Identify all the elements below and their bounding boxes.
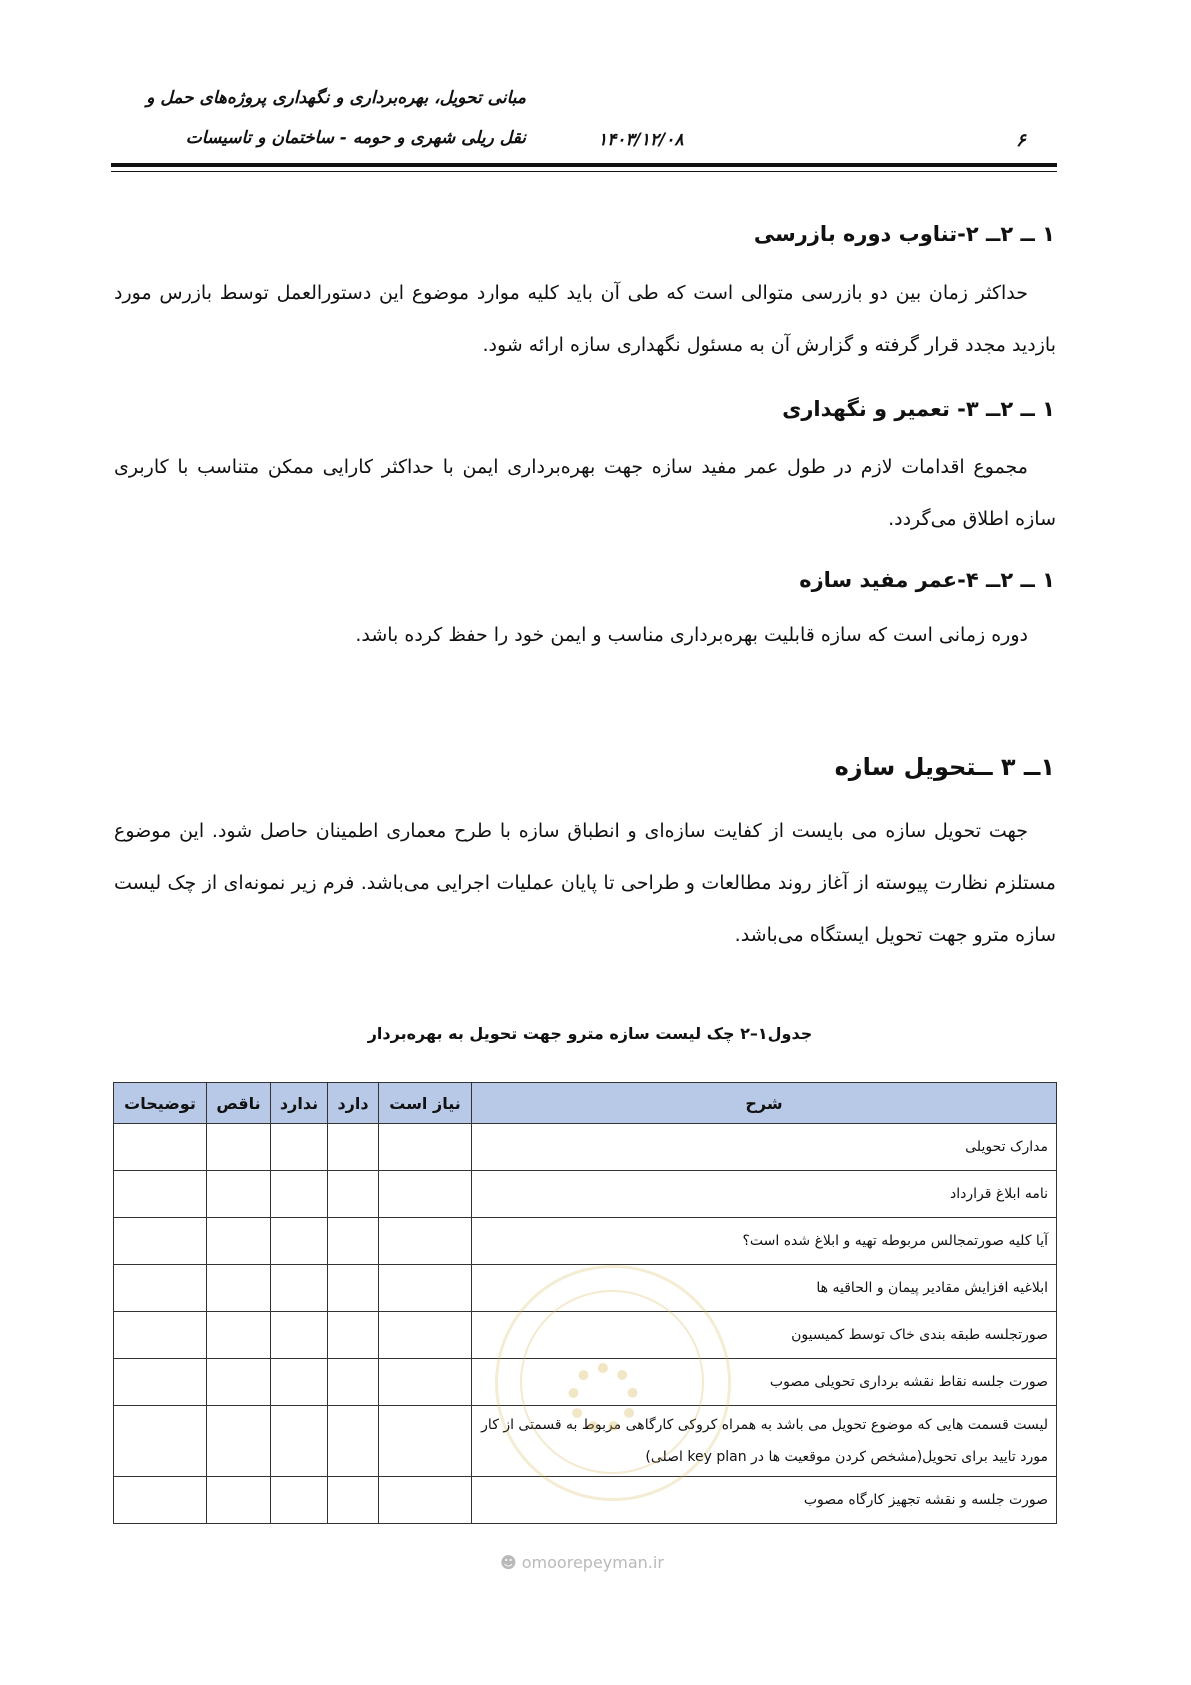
cell-has-not[interactable]	[271, 1312, 328, 1359]
cell-incomplete[interactable]	[207, 1477, 271, 1524]
cell-has[interactable]	[328, 1218, 379, 1265]
cell-has[interactable]	[328, 1171, 379, 1218]
row-description: صورت جلسه نقاط نقشه برداری تحویلی مصوب	[472, 1359, 1057, 1406]
header-has-not: ندارد	[271, 1083, 328, 1124]
header-date: ۱۴۰۳/۱۲/۰۸	[598, 130, 684, 150]
cell-has[interactable]	[328, 1359, 379, 1406]
cell-has-not[interactable]	[271, 1171, 328, 1218]
cell-incomplete[interactable]	[207, 1171, 271, 1218]
cell-required[interactable]	[379, 1124, 472, 1171]
cell-required[interactable]	[379, 1218, 472, 1265]
header-rule-thick	[111, 163, 1057, 167]
header-rule-thin	[111, 171, 1057, 172]
cell-has[interactable]	[328, 1124, 379, 1171]
cell-has-not[interactable]	[271, 1359, 328, 1406]
cell-incomplete[interactable]	[207, 1265, 271, 1312]
table-row	[114, 1171, 1057, 1218]
header-incomplete: ناقص	[207, 1083, 271, 1124]
table-row	[114, 1124, 1057, 1171]
row-description: صورت جلسه و نقشه تجهیز کارگاه مصوب	[472, 1477, 1057, 1524]
watermark-site-text: omoorepeyman.ir	[521, 1553, 664, 1572]
section-heading-structure-delivery: ۱ــ ۳ ــتحویل سازه	[834, 753, 1055, 781]
header-remarks: توضیحات	[114, 1083, 207, 1124]
cell-remarks[interactable]	[114, 1312, 207, 1359]
header-title-line1: مبانی تحویل، بهره‌برداری و نگهداری پروژه‌های حمل و	[146, 88, 526, 108]
cell-incomplete[interactable]	[207, 1312, 271, 1359]
section-body-service-life: دوره زمانی است که سازه قابلیت بهره‌برداری مناسب و ایمن خود را حفظ کرده باشد.	[355, 624, 1028, 646]
cell-has[interactable]	[328, 1312, 379, 1359]
cell-incomplete[interactable]	[207, 1406, 271, 1477]
page-number: ۶	[1016, 130, 1026, 151]
cell-has-not[interactable]	[271, 1124, 328, 1171]
table-header-row	[114, 1083, 1057, 1124]
header-description: شرح	[472, 1083, 1057, 1124]
section-heading-maintenance: ۱ ــ ۲ــ ۳- تعمیر و نگهداری	[782, 397, 1055, 421]
cell-has-not[interactable]	[271, 1265, 328, 1312]
cell-remarks[interactable]	[114, 1265, 207, 1312]
cell-has[interactable]	[328, 1406, 379, 1477]
table-row	[114, 1218, 1057, 1265]
cell-remarks[interactable]	[114, 1171, 207, 1218]
row-description: نامه ابلاغ قرارداد	[472, 1171, 1057, 1218]
cell-required[interactable]	[379, 1265, 472, 1312]
header-required: نیاز است	[379, 1083, 472, 1124]
cell-required[interactable]	[379, 1171, 472, 1218]
cell-has-not[interactable]	[271, 1218, 328, 1265]
cell-required[interactable]	[379, 1359, 472, 1406]
cell-incomplete[interactable]	[207, 1359, 271, 1406]
cell-required[interactable]	[379, 1312, 472, 1359]
header-title-line2: نقل ریلی شهری و حومه - ساختمان و تاسیسات	[185, 128, 526, 148]
watermark-site: ☻ omoorepeyman.ir	[500, 1553, 664, 1572]
cell-required[interactable]	[379, 1406, 472, 1477]
cell-required[interactable]	[379, 1477, 472, 1524]
cell-remarks[interactable]	[114, 1218, 207, 1265]
gear-icon	[568, 1363, 638, 1433]
row-description: مدارک تحویلی	[472, 1124, 1057, 1171]
header-has: دارد	[328, 1083, 379, 1124]
row-description: لیست قسمت هایی که موضوع تحویل می باشد به همراه کروکی کارگاهی مربوط به قسمتی از کار مورد تایید برای تحویل(مشخص کردن موقعیت ها در key plan اصلی)	[472, 1406, 1057, 1477]
section-heading-service-life: ۱ ــ ۲ــ ۴-عمر مفید سازه	[799, 568, 1055, 592]
cell-remarks[interactable]	[114, 1477, 207, 1524]
cell-remarks[interactable]	[114, 1359, 207, 1406]
row-description: ابلاغیه افزایش مقادیر پیمان و الحاقیه ها	[472, 1265, 1057, 1312]
cell-has-not[interactable]	[271, 1477, 328, 1524]
section-body-maintenance: مجموع اقدامات لازم در طول عمر مفید سازه جهت بهره‌برداری ایمن با حداکثر کارایی ممکن متناسب با کاربری سازه اطلاق می‌گردد.	[114, 456, 1056, 530]
row-description: صورتجلسه طبقه بندی خاک توسط کمیسیون	[472, 1312, 1057, 1359]
cell-has[interactable]	[328, 1265, 379, 1312]
section-body-structure-delivery: جهت تحویل سازه می بایست از کفایت سازه‌ای و انطباق سازه با طرح معماری اطمینان حاصل شود. این موضوع مستلزم نظارت پیوسته از آغاز روند مطالعات و طراحی تا پایان عملیات اجرایی می‌باشد. فرم زیر نمونه‌ای از چک لیست سازه مترو جهت تحویل ایستگاه می‌باشد.	[114, 820, 1056, 946]
table-caption: جدول۱–۲ چک لیست سازه مترو جهت تحویل به بهره‌بردار	[367, 1024, 813, 1043]
section-heading-inspection-interval: ۱ ــ ۲ــ ۲-تناوب دوره بازرسی	[753, 222, 1055, 246]
cell-has[interactable]	[328, 1477, 379, 1524]
row-description: آیا کلیه صورتمجالس مربوطه تهیه و ابلاغ شده است؟	[472, 1218, 1057, 1265]
cell-incomplete[interactable]	[207, 1218, 271, 1265]
cell-remarks[interactable]	[114, 1124, 207, 1171]
cell-has-not[interactable]	[271, 1406, 328, 1477]
section-body-inspection-interval: حداکثر زمان بین دو بازرسی متوالی است که طی آن باید کلیه موارد موضوع این دستورالعمل توسط بازرس مورد بازدید مجدد قرار گرفته و گزارش آن به مسئول نگهداری سازه ارائه شود.	[114, 282, 1056, 356]
cell-incomplete[interactable]	[207, 1124, 271, 1171]
cell-remarks[interactable]	[114, 1406, 207, 1477]
watermark-seal-icon	[495, 1265, 731, 1501]
